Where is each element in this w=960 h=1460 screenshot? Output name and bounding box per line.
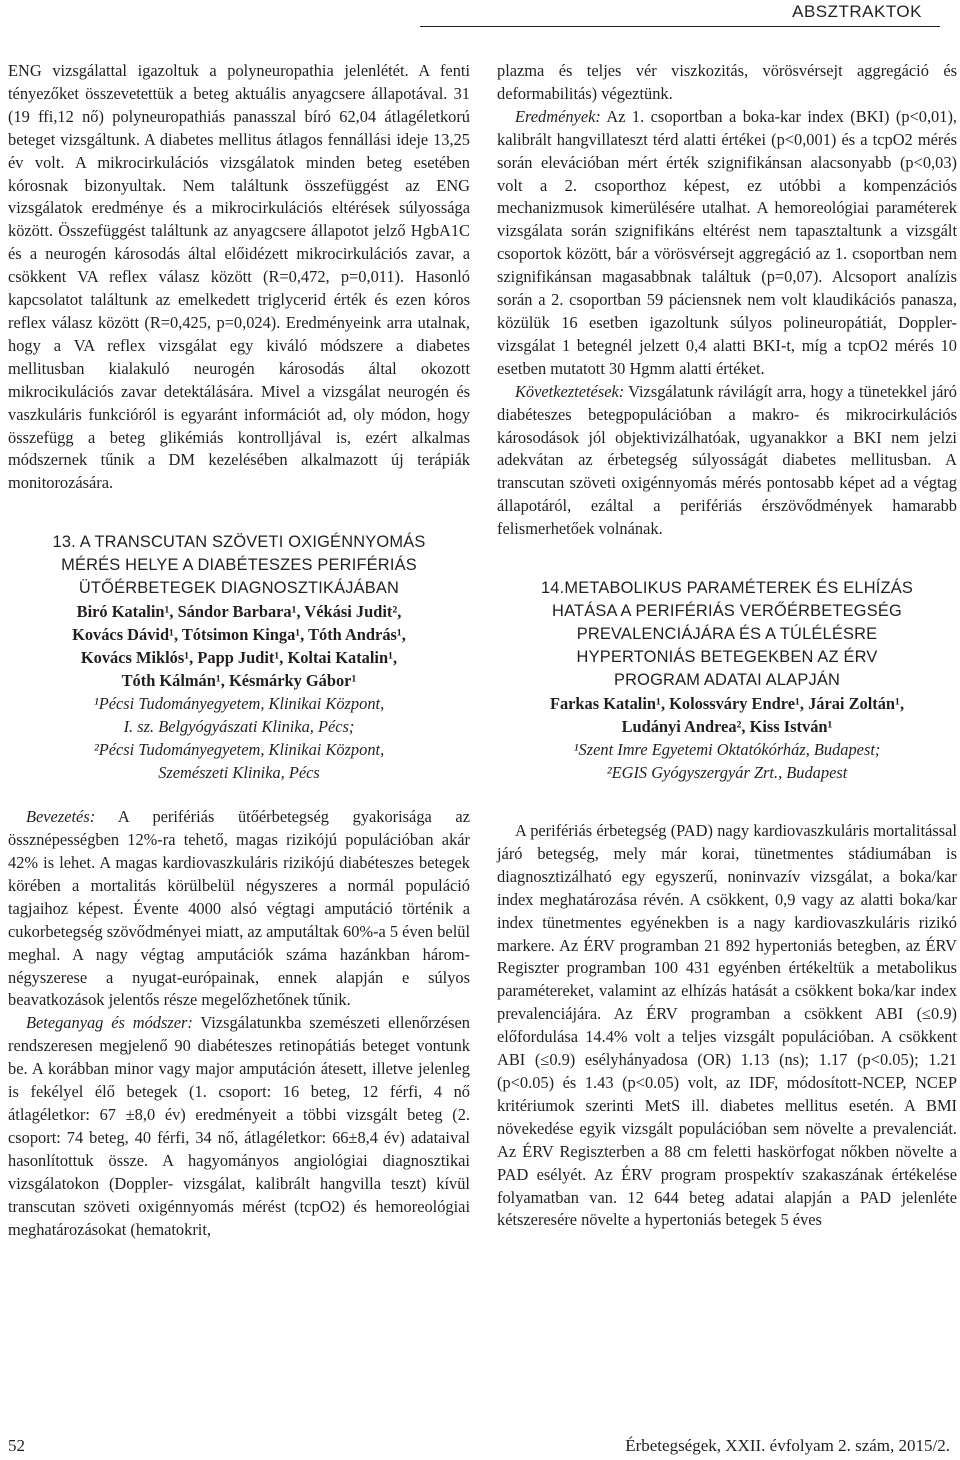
header-title: ABSZTRAKTOK <box>792 2 922 21</box>
paragraph-bevezetes <box>8 806 470 1012</box>
author-line: Biró Katalin¹, Sándor Barbara¹, Vékási Judit², <box>76 602 402 622</box>
affiliation-line: ¹Szent Imre Egyetemi Oktatókórház, Budapest; <box>573 740 881 760</box>
journal-citation: Érbetegségek, XXII. évfolyam 2. szám, 2015/2. <box>625 1436 950 1455</box>
paragraph-continuation: ENG vizsgálattal igazoltuk a polyneuropathia jelenlétét. A fenti tényezőket összevetettük a beteg aktuális anyagcsere állapotával. 31 (19 ffi,12 nő) polyneuropathiás panasszal bíró 62,04 átlagéletkorú beteget vizsgáltunk. A diabetes mellitus átlagos fennállási ideje 13,25 év volt. A mikrocirkulációs vizsgálatok minden beteg esetében kórosnak bizonyultak. Nem találtunk összefüggést az ENG vizsgálatok eredménye és a mikrocirkulációs eltérések súlyossága között. Összefüggést találtunk az anyagcsere állapotot jelző HgbA1C és a neurogén károsodás által előidézett mikrocirkulációs zavar, a csökkent VA reflex válasz között (R=0,472, p=0,011). Hasonló kapcsolatot találtunk az emelkedett triglycerid érték és ezen kóros reflex válasz között (R=0,425, p=0,024). Eredményeink arra utalnak, hogy a VA reflex vizsgálat egy kiváló módszere a diabetes mellitusban kialakuló neurogén károsodás által okozott mikrocikulációs zavar detektálására. Mivel a vizsgálat neurogén és vaszkuláris funkcióról is egyaránt információt ad, oly módon, hogy összefügg a beteg glikémiás kontrolljával is, ezért alkalmas módszernek tűnik a DM kezelésében alkalmazott új terápiák monitorozására. <box>8 61 470 493</box>
affiliation-line: I. sz. Belgyógyászati Klinika, Pécs; <box>123 717 355 737</box>
section-13-affiliations <box>8 692 470 784</box>
title-line: PROGRAM ADATAI ALAPJÁN <box>613 671 841 690</box>
title-line: MÉRÉS HELYE A DIABÉTESZES PERIFÉRIÁS <box>61 556 417 575</box>
page-number: 52 <box>8 1436 25 1455</box>
author-line: Tóth Kálmán¹, Késmárky Gábor¹ <box>121 671 357 691</box>
title-line: 14.METABOLIKUS PARAMÉTEREK ÉS ELHÍZÁS <box>540 579 914 598</box>
affiliation-line: ²Pécsi Tudományegyetem, Klinikai Központ, <box>93 740 385 760</box>
author-line: Kovács Miklós¹, Papp Judit¹, Koltai Katalin¹, <box>80 648 398 668</box>
right-column <box>497 60 957 1232</box>
affiliation-line: Szemészeti Klinika, Pécs <box>158 763 320 783</box>
title-line: 13. A TRANSCUTAN SZÖVETI OXIGÉNNYOMÁS <box>52 533 426 552</box>
paragraph-eredmenyek <box>497 106 957 381</box>
heading-kovetkeztetesek: Következtetések: <box>515 381 625 401</box>
paragraph-s14-body: A perifériás érbetegség (PAD) nagy kardiovaszkuláris mortalitással járó betegség, mely már korai, tünetmentes stádiumában is diagnosztizálható egy egyszerű, noninvazív vizsgálat, a boka/kar index meghatározása révén. A csökkent, 0,9 vagy az alatti boka/kar index tünetmentes egyénekben is a nagy kardiovaszkuláris rizikó markere. Az ÉRV programban 21 892 hypertoniás betegben, az ÉRV Regiszter programban 100 431 egyénben értékeltük a metabolikus paramétereket, valamint az elhízás hatását a csökkent boka/kar index prevalenciájára. Az ÉRV programban a csökkent ABI (≤0.9) előfordulása 14.4% volt a teljes vizsgált populációban. A csökkent ABI (≤0.9) esélyhányadosa (OR) 1.13 (ns); 1.17 (p<0.05); 1.21 (p<0.05) és 1.43 (p<0.05) volt, az IDF, módosított-NCEP, NCEP kritériumok szerinti MetS ill. diabetes mellitus esetén. A BMI növekedése egyik vizsgált populációban sem növelte a prevalenciát. Az ÉRV Regiszterben a 88 cm feletti haskörfogat nőkben növelte a PAD esélyét. Az ÉRV program prospektív szakaszának értékelése folyamatban van. 12 644 beteg adatai alapján a PAD jelenléte kétszeresére növelte a hypertoniás betegek 5 éves <box>497 821 957 1230</box>
title-line: ÜTŐÉRBETEGEK DIAGNOSZTIKÁJÁBAN <box>78 579 400 598</box>
left-column <box>8 60 470 1241</box>
affiliation-line: ²EGIS Gyógyszergyár Zrt., Budapest <box>606 763 848 783</box>
author-line: Farkas Katalin¹, Kolossváry Endre¹, Járai Zoltán¹, <box>549 694 905 714</box>
heading-eredmenyek: Eredmények: <box>515 106 601 126</box>
paragraph-continuation: plazma és teljes vér viszkozitás, vörösvérsejt aggregáció és deformabilitás) végeztünk. <box>497 61 957 103</box>
section-14-authors <box>497 692 957 738</box>
text-kovetkeztetesek: Vizsgálatunk rávilágít arra, hogy a tünetekkel járó diabéteszes betegpopulációban a makro- és mikrocirkulációs károsodások jól objektivizálhatóak, ugyanakkor a BKI nem jelzi adekvátan az érbetegség súlyosságát diabetes mellitusban. A transcutan szöveti oxigénnyomás mérés pontosabb képet ad a végtag állapotáról, ezáltal a perifériás érszövődmények hamarabb felismerhetőek volnának. <box>497 381 957 539</box>
heading-bevezetes: Bevezetés: <box>26 807 96 827</box>
title-line: HYPERTONIÁS BETEGEKBEN AZ ÉRV <box>576 648 878 667</box>
text-beteganyag: Vizsgálatunkba szemészeti ellenőrzésen rendszeresen megjelenő 90 diabéteszes retinopátiás beteget vontunk be. A korábban minor vagy major amputáción átesett, illetve jelenleg is fekélyel élő betegek (1. csoport: 16 beteg, 12 férfi, 4 nő átlagéletkor: 67 ±8,0 év) eredményeit a többi vizsgált beteg (2. csoport: 74 beteg, 40 férfi, 34 nő, átlagéletkor: 66±8,4 év) adataival hasonlítottuk össze. A hagyományos angiológiai diagnosztikai vizsgálatokon (Doppler- vizsgálat, kalibrált hangvilla teszt) kívül transcutan szöveti oxigénnyomás mérést (tcpO2) és hemoreológiai meghatározásokat (hematokrit, <box>8 1013 470 1239</box>
section-13-title <box>8 531 470 600</box>
paragraph-beteganyag <box>8 1012 470 1241</box>
title-line: HATÁSA A PERIFÉRIÁS VERŐÉRBETEGSÉG <box>552 602 902 621</box>
heading-beteganyag: Beteganyag és módszer: <box>26 1013 193 1033</box>
title-line: PREVALENCIÁJÁRA ÉS A TÚLÉLÉSRE <box>576 625 878 644</box>
section-14-title <box>497 577 957 692</box>
text-eredmenyek: Az 1. csoportban a boka-kar index (BKI) (p<0,01), kalibrált hangvillateszt térd alatti értékei (p<0,001) és a tcpO2 mérés során elevációban mért érték szignifikánsan alacsonyabb (p<0,03) volt a 2. csoporthoz képest, ez utóbbi a kompenzációs mechanizmusok kimerülésére utalhat. A hemoreológiai paraméterek vizsgálata során szignifikáns eltérést nem tapasztaltunk a vizsgált csoportok között, bár a vörösvérsejt aggregáció az 1. csoportban nem szignifikánsan magasabbnak találtuk (p=0,07). Alcsoport analízis során a 2. csoportban 59 páciensnek nem volt klaudikációs panasza, közülük 16 esetben igazoltunk súlyos polineuropátiát, Doppler-vizsgálat 1 betegnél jelzett 0,4 alatti BKI-t, míg a tcpO2 mérés 10 esetben mutatott 30 Hgmm alatti értéket. <box>497 106 957 378</box>
paragraph-kovetkeztetesek <box>497 381 957 541</box>
section-13-authors <box>8 600 470 692</box>
affiliation-line: ¹Pécsi Tudományegyetem, Klinikai Központ, <box>93 694 385 714</box>
author-line: Kovács Dávid¹, Tótsimon Kinga¹, Tóth András¹, <box>72 625 406 645</box>
text-bevezetes: A perifériás ütőérbetegség gyakorisága az össznépességben 12%-ra tehető, magas rizikójú populációban akár 42% is lehet. A magas kardiovaszkuláris rizikójú diabéteszes betegek körében a mortalitás körülbelül négyszeres a normál populáció tagjaihoz képest. Évente 4000 alsó végtagi amputáció történik a cukorbetegség szövődményei miatt, az amputáltak 60%-a 5 éven belül meghal. A nagy végtag amputációk száma hazánkban három-négyszerese a nyugat-európainak, ennek alapján e súlyos beavatkozások jelentős része megelőzhetőnek tűnik. <box>8 807 470 1010</box>
running-header <box>420 0 940 27</box>
section-14-affiliations <box>497 738 957 784</box>
author-line: Ludányi Andrea², Kiss István¹ <box>621 717 833 737</box>
